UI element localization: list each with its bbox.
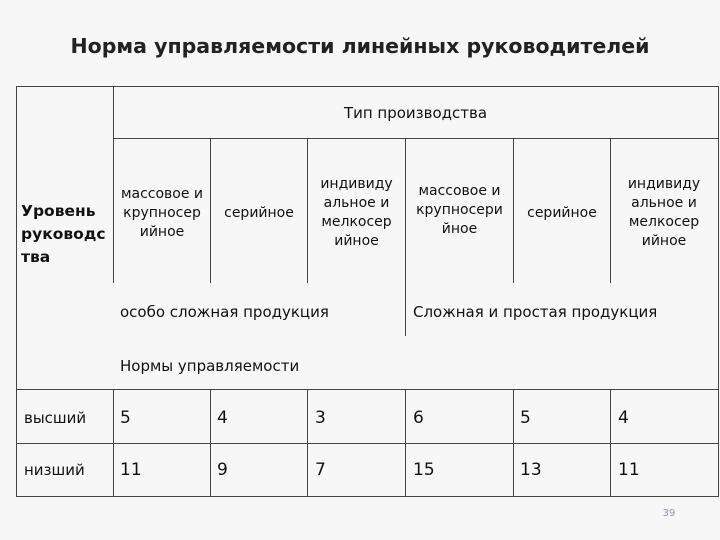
production-type-header: Тип производства	[343, 104, 488, 122]
norm-value: 15	[413, 460, 435, 480]
page-number: 39	[662, 508, 676, 519]
production-type-mass-1: массовое и крупносер ийное	[120, 185, 204, 240]
norms-label: Нормы управляемости	[120, 357, 300, 375]
row-level-high: высший	[24, 409, 87, 427]
production-type-serial-2: серийное	[527, 204, 597, 221]
production-type-mass-2: массовое и крупносери йное	[416, 182, 503, 237]
norm-value: 11	[618, 460, 640, 480]
production-type-individual-1: индивиду альное и мелкосер ийное	[320, 176, 393, 249]
group-label-simple: Сложная и простая продукция	[413, 303, 658, 321]
norm-value: 5	[120, 408, 131, 428]
norm-value: 6	[413, 408, 424, 428]
norm-value: 4	[618, 408, 629, 428]
norm-value: 3	[315, 408, 326, 428]
production-type-serial-1: серийное	[224, 204, 294, 221]
norm-value: 4	[217, 408, 228, 428]
norm-value: 7	[315, 460, 326, 480]
management-level-label: Уровень руководс тва	[21, 201, 106, 266]
norm-value: 11	[120, 460, 142, 480]
slide-title: Норма управляемости линейных руководителей	[70, 34, 650, 58]
norm-value: 5	[520, 408, 531, 428]
group-label-complex: особо сложная продукция	[120, 303, 329, 321]
norm-value: 13	[520, 460, 542, 480]
production-type-individual-2: индивиду альное и мелкосер ийное	[627, 176, 701, 249]
norm-value: 9	[217, 460, 228, 480]
row-level-low: низший	[24, 461, 85, 479]
